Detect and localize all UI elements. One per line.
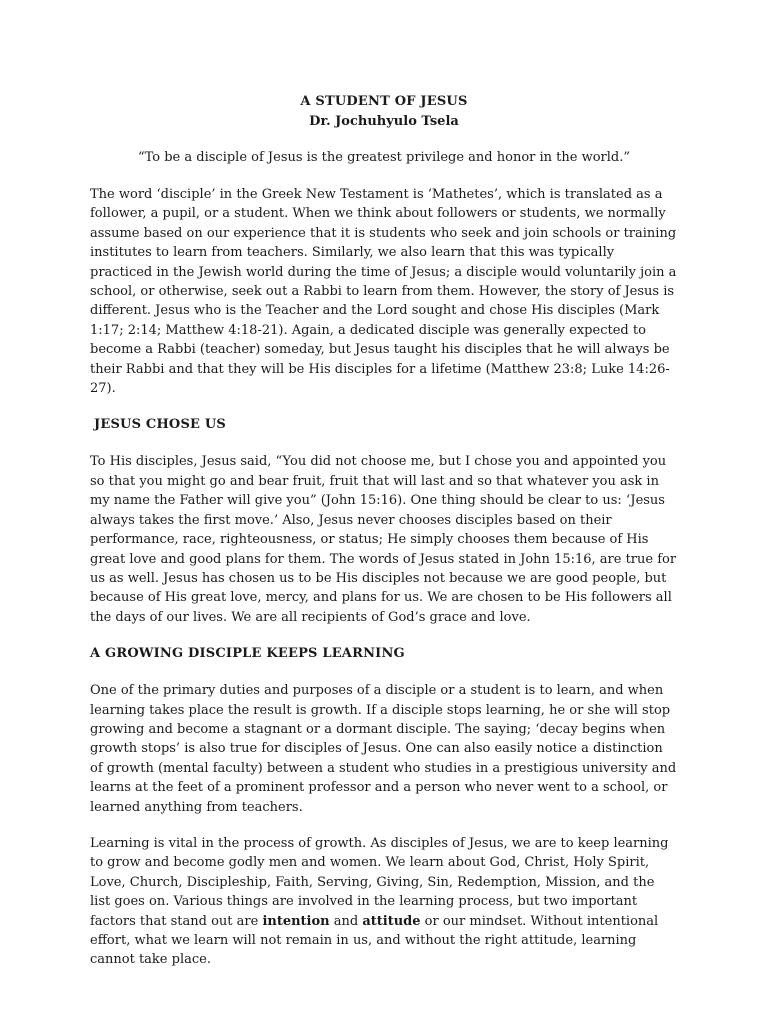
document-author: Dr. Jochuhyulo Tsela [309,114,459,129]
intro-paragraph: The word ‘disciple’ in the Greek New Testament is ‘Mathetes’, which is translated as a follower, a pupil, or a student. When we think about followers or students, we normally assume based on our experience that it is students who seek and join schools or training institutes to learn from teachers. Similarly, we also learn that this was typically practiced in the Jewish world during the time of Jesus; a disciple would voluntarily join a school, or otherwise, seek out a Rabbi to learn from them. However, the story of Jesus is different. Jesus who is the Teacher and the Lord sought and chose His disciples (Mark 1:17; 2:14; Matthew 4:18-21). Again, a dedicated disciple was generally expected to become a Rabbi (teacher) someday, but Jesus taught his disciples that he will always be their Rabbi and that they will be His disciples for a lifetime (Matthew 23:8; Luke 14:26-27). [90,187,677,397]
section2-paragraph-2 [90,834,678,970]
section-heading-jesus-chose-us: JESUS CHOSE US [94,417,227,433]
bold-term-intention: intention [262,913,330,929]
epigraph-quote: “To be a disciple of Jesus is the greatest privilege and honor in the world.” [137,150,631,165]
section1-paragraph: To His disciples, Jesus said, “You did not choose me, but I chose you and appointed you so that you might go and bear fruit, fruit that will last and so that whatever you ask in my name the Father will give you” (John 15:16). One thing should be clear to us: ‘Jesus always takes the first move.’ Also, Jesus never chooses disciples based on their performance, race, righteousness, or status; He simply chooses them because of His great love and good plans for them. The words of Jesus stated in John 15:16, are true for us as well. Jesus has chosen us to be His disciples not because we are good people, but because of His great love, mercy, and plans for us. We are chosen to be His followers all the days of our lives. We are all recipients of God’s grace and love. [90,454,677,625]
paragraph-text-segment: or our mindset. Without intentional effort, what we learn will not remain in us, and without the right attitude, learning cannot take place. [90,913,659,968]
section2-paragraph-1: One of the primary duties and purposes of a disciple or a student is to learn, and when learning takes place the result is growth. If a disciple stops learning, he or she will stop growing and become a stagnant or a dormant disciple. The saying; ‘decay begins when growth stops’ is also true for disciples of Jesus. One can also easily notice a distinction of growth (mental faculty) between a student who studies in a prestigious university and learns at the feet of a prominent professor and a person who never went to a school, or learned anything from teachers. [90,683,677,815]
section-heading-growing-disciple: A GROWING DISCIPLE KEEPS LEARNING [90,646,405,662]
bold-term-attitude: attitude [362,913,421,929]
document-title: A STUDENT OF JESUS [300,94,468,109]
paragraph-text-segment: and [329,913,363,929]
paragraph-text-segment: Learning is vital in the process of growth. As disciples of Jesus, we are to keep learning to grow and become godly men and women. We learn about God, Christ, Holy Spirit, Love, Church, Discipleship, Faith, Serving, Giving, Sin, Redemption, Mission, and the list goes on. Various things are involved in the learning process, but two important factors that stand out are [90,835,669,929]
